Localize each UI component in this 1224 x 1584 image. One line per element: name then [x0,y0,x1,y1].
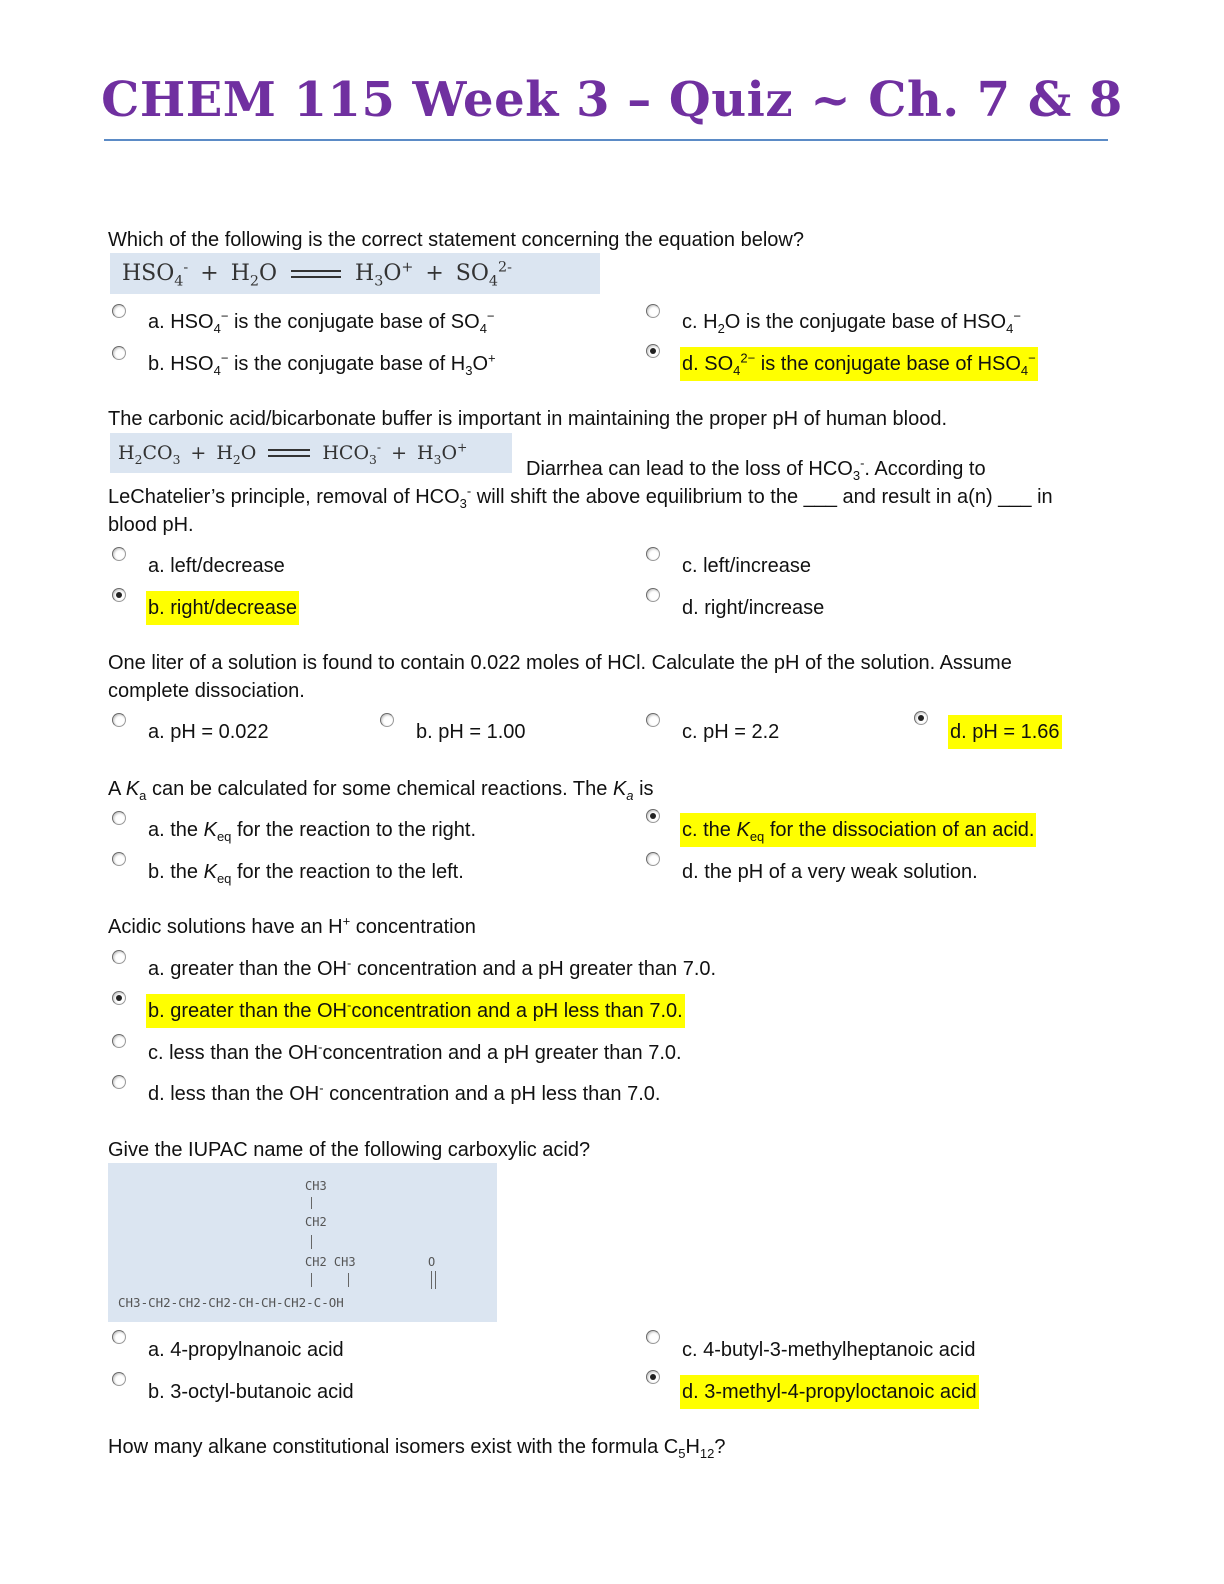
title-underline [104,139,1108,141]
eq-plus: + [200,261,219,286]
structure-ch3-top: CH3 [305,1179,327,1193]
question-1-equation [110,253,600,294]
q6-option-c[interactable]: c. 4-butyl-3-methylheptanoic acid [682,1339,976,1361]
question-2-text: The carbonic acid/bicarbonate buffer is important in maintaining the proper pH of human blood. [108,408,948,430]
q1-option-a-radio[interactable] [112,304,126,318]
q6-option-d-radio[interactable] [646,1370,660,1384]
q3-option-a[interactable]: a. pH = 0.022 [148,721,269,743]
q2-option-b[interactable]: b. right/decrease [146,595,299,621]
bond-line [348,1273,349,1287]
eq-h2o: $H_2O$ [230,261,278,290]
structure-carbonyl-o: O [428,1255,436,1269]
q5-option-a[interactable]: a. greater than the OH- concentration and a pH greater than 7.0. [148,955,717,980]
question-3-text: One liter of a solution is found to contain 0.022 moles of HCl. Calculate the pH of the solution. Assume [108,652,1012,674]
q2-option-a-radio[interactable] [112,547,126,561]
question-2-text-line-2: Diarrhea can lead to the loss of $HCO_3^-$. According to [526,455,986,483]
q6-option-d[interactable]: d. 3-methyl-4-propyloctanoic acid [680,1379,979,1405]
question-2-equation [110,433,512,473]
q3-option-a-radio[interactable] [112,713,126,727]
q1-option-c[interactable]: c. $H_2O$ is the conjugate base of $HSO_4^-$ [682,308,1021,336]
page-title: CHEM 115 Week 3 – Quiz ~ Ch. 7 & 8 [101,72,1123,128]
q4-option-b[interactable]: b. the $K_{eq}$ for the reaction to the left. [148,861,464,886]
q2-option-d-radio[interactable] [646,588,660,602]
q5-option-d[interactable]: d. less than the OH- concentration and a pH less than 7.0. [148,1080,661,1105]
equilibrium-arrow-icon [291,267,341,281]
q4-option-b-radio[interactable] [112,852,126,866]
eq-hco3: $HCO_3^-$ [322,440,382,467]
q2-option-d[interactable]: d. right/increase [682,597,825,619]
q5-option-c-radio[interactable] [112,1034,126,1048]
eq-h3o: $H_3O^+$ [355,259,414,290]
eq-plus: + [425,261,444,286]
eq-h2o: $H_2O$ [216,442,257,467]
double-bond-line [431,1271,432,1289]
q6-option-a[interactable]: a. 4-propylnanoic acid [148,1339,344,1361]
q5-option-a-radio[interactable] [112,950,126,964]
q5-option-b[interactable]: b. greater than the OH-concentration and a pH less than 7.0. [146,998,685,1024]
q2-option-a[interactable]: a. left/decrease [148,555,285,577]
question-2-text-line-4: blood pH. [108,514,194,536]
q3-option-d[interactable]: d. pH = 1.66 [948,719,1062,745]
q5-option-b-radio[interactable] [112,991,126,1005]
question-4-text: A $K_a$ can be calculated for some chemical reactions. The $K_a$ is [108,778,654,803]
q6-option-b-radio[interactable] [112,1372,126,1386]
structure-ch2-upper: CH2 [305,1215,327,1229]
q6-option-c-radio[interactable] [646,1330,660,1344]
eq-so4: $SO_4^{2-}$ [455,259,512,290]
eq-hso4: $HSO_4^-$ [122,259,189,290]
question-6-text: Give the IUPAC name of the following carboxylic acid? [108,1139,591,1161]
eq-plus: + [190,442,207,464]
question-5-text: Acidic solutions have an H+ concentration [108,913,476,938]
question-3-text-line-2: complete dissociation. [108,680,305,702]
q1-option-b-radio[interactable] [112,346,126,360]
q4-option-d-radio[interactable] [646,852,660,866]
q4-option-a[interactable]: a. the $K_{eq}$ for the reaction to the right. [148,819,477,844]
carboxylic-acid-structure [108,1163,497,1322]
structure-substituents: CH2 CH3 [305,1255,356,1269]
equilibrium-arrow-icon [268,446,310,460]
q5-option-d-radio[interactable] [112,1075,126,1089]
q5-option-c[interactable]: c. less than the OH-concentration and a pH greater than 7.0. [148,1039,682,1064]
q3-option-c-radio[interactable] [646,713,660,727]
eq-plus: + [391,442,407,464]
eq-h2co3: $H_2CO_3$ [118,442,181,467]
question-1-text: Which of the following is the correct statement concerning the equation below? [108,229,804,251]
q4-option-c[interactable]: c. the $K_{eq}$ for the dissociation of an acid. [680,817,1036,843]
question-2-text-line-3: LeChatelier’s principle, removal of $HCO_3^-$ will shift the above equilibrium to the ___ and result in a(n) ___ in [108,483,1053,511]
q3-option-b[interactable]: b. pH = 1.00 [416,721,526,743]
q3-option-b-radio[interactable] [380,713,394,727]
q4-option-c-radio[interactable] [646,809,660,823]
bond-line [311,1235,312,1249]
double-bond-line [435,1271,436,1289]
q1-option-b[interactable]: b. $HSO_4^-$ is the conjugate base of $H_3O^+$ [148,350,496,378]
question-7-text: How many alkane constitutional isomers exist with the formula $C_5H_{12}$? [108,1436,726,1461]
q3-option-c[interactable]: c. pH = 2.2 [682,721,780,743]
bond-line [311,1273,312,1287]
q3-option-d-radio[interactable] [914,711,928,725]
q6-option-b[interactable]: b. 3-octyl-butanoic acid [148,1381,354,1403]
eq-h3o: $H_3O^+$ [417,440,468,467]
q1-option-d-radio[interactable] [646,344,660,358]
q2-option-c[interactable]: c. left/increase [682,555,811,577]
q1-option-c-radio[interactable] [646,304,660,318]
q1-option-d[interactable]: d. $SO_4^{2-}$ is the conjugate base of $HSO_4^-$ [680,351,1038,377]
q1-option-a[interactable]: a. $HSO_4^-$ is the conjugate base of $SO_4^-$ [148,308,495,336]
structure-main-chain: CH3-CH2-CH2-CH2-CH-CH-CH2-C-OH [118,1295,344,1310]
q2-option-c-radio[interactable] [646,547,660,561]
q4-option-d[interactable]: d. the pH of a very weak solution. [682,861,978,883]
q2-option-b-radio[interactable] [112,588,126,602]
q4-option-a-radio[interactable] [112,811,126,825]
bond-line [311,1197,312,1209]
q6-option-a-radio[interactable] [112,1330,126,1344]
